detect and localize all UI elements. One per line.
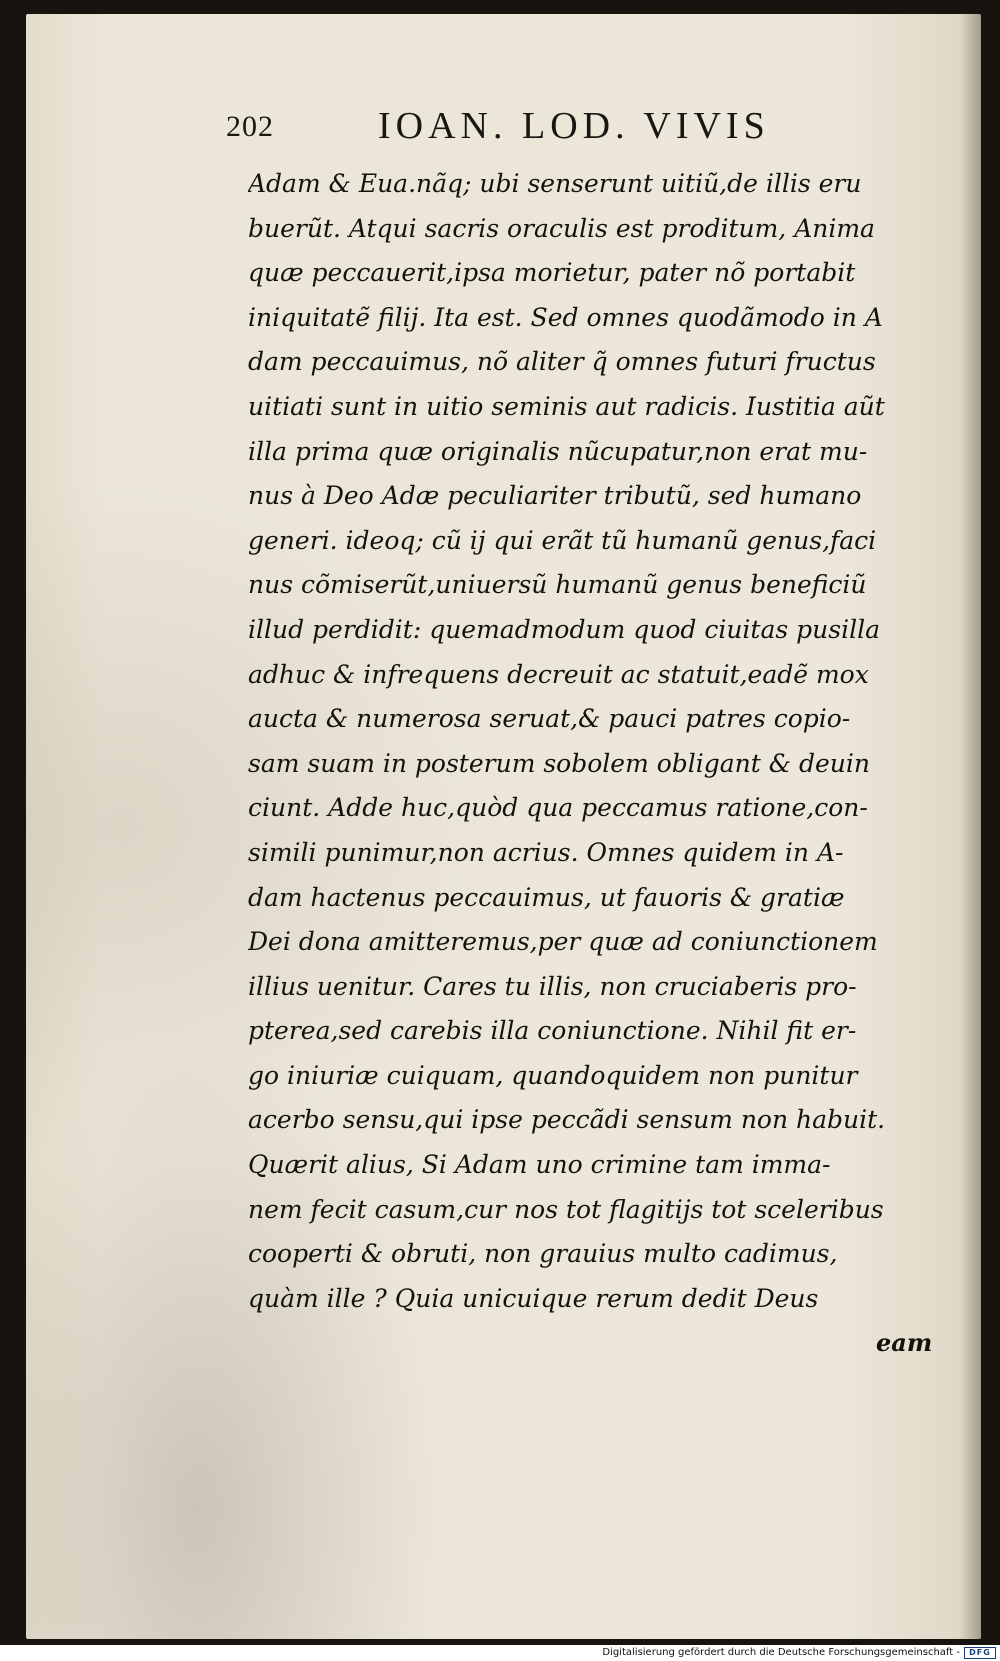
text-line: go iniuriæ cuiquam, quandoquidem non punitur <box>248 1060 858 1090</box>
text-line: pterea,sed carebis illa coniunctione. Nihil fit er- <box>248 1016 857 1046</box>
catchword: eam <box>876 1328 933 1357</box>
text-line: illud perdidit: quemadmodum quod ciuitas pusilla <box>248 614 880 644</box>
running-title: IOAN. LOD. VIVIS <box>378 105 770 147</box>
text-line: Quærit alius, Si Adam uno crimine tam imma- <box>248 1150 831 1180</box>
text-line: aucta & numerosa seruat,& pauci patres copio- <box>248 704 851 734</box>
text-line: cooperti & obruti, non grauius multo cadimus, <box>248 1239 838 1269</box>
running-head <box>226 104 786 154</box>
text-line: quàm ille ? Quia unicuique rerum dedit Deus <box>248 1283 819 1313</box>
text-line: sam suam in posterum sobolem obligant & deuin <box>248 748 870 778</box>
text-line: nem fecit casum,cur nos tot flagitijs tot sceleribus <box>248 1194 884 1224</box>
text-line: buerũt. Atqui sacris oraculis est proditum, Anima <box>248 213 875 243</box>
page-edge-shadow <box>959 14 981 1639</box>
footer-bar <box>0 1645 1000 1661</box>
text-line: generi. ideoq; cũ ij qui erãt tũ humanũ genus,faci <box>248 525 877 555</box>
text-line: nus à Deo Adæ peculiariter tributũ, sed humano <box>248 481 862 511</box>
text-line: ciunt. Adde huc,quòd qua peccamus ratione,con- <box>248 793 868 823</box>
text-line: iniquitatẽ filij. Ita est. Sed omnes quodãmodo in A <box>248 302 883 332</box>
text-line: simili punimur,non acrius. Omnes quidem in A- <box>248 837 844 867</box>
text-line: dam peccauimus, nõ aliter q̃ omnes futuri fructus <box>248 347 876 377</box>
text-line: adhuc & infrequens decreuit ac statuit,eadẽ mox <box>248 659 869 689</box>
funding-credit: Digitalisierung gefördert durch die Deutsche Forschungsgemeinschaft - <box>602 1647 960 1658</box>
page-number: 202 <box>226 110 274 143</box>
dfg-logo-icon: DFG <box>964 1647 996 1659</box>
text-line: illa prima quæ originalis nũcupatur,non erat mu- <box>248 436 868 466</box>
text-line: uitiati sunt in uitio seminis aut radicis. Iustitia aũt <box>248 391 885 421</box>
text-line: illius uenitur. Cares tu illis, non cruciaberis pro- <box>248 971 857 1001</box>
text-line: Dei dona amitteremus,per quæ ad coniunctionem <box>248 927 878 957</box>
text-line: dam hactenus peccauimus, ut fauoris & gratiæ <box>248 882 845 912</box>
text-line: acerbo sensu,qui ipse peccãdi sensum non habuit. <box>248 1105 886 1135</box>
text-line: quæ peccauerit,ipsa morietur, pater nõ portabit <box>248 258 856 288</box>
body-text <box>248 162 938 1321</box>
text-line: Adam & Eua.nãq; ubi senserunt uitiũ,de illis eru <box>248 169 862 198</box>
text-line: nus cõmiserũt,uniuersũ humanũ genus beneficiũ <box>248 570 867 600</box>
